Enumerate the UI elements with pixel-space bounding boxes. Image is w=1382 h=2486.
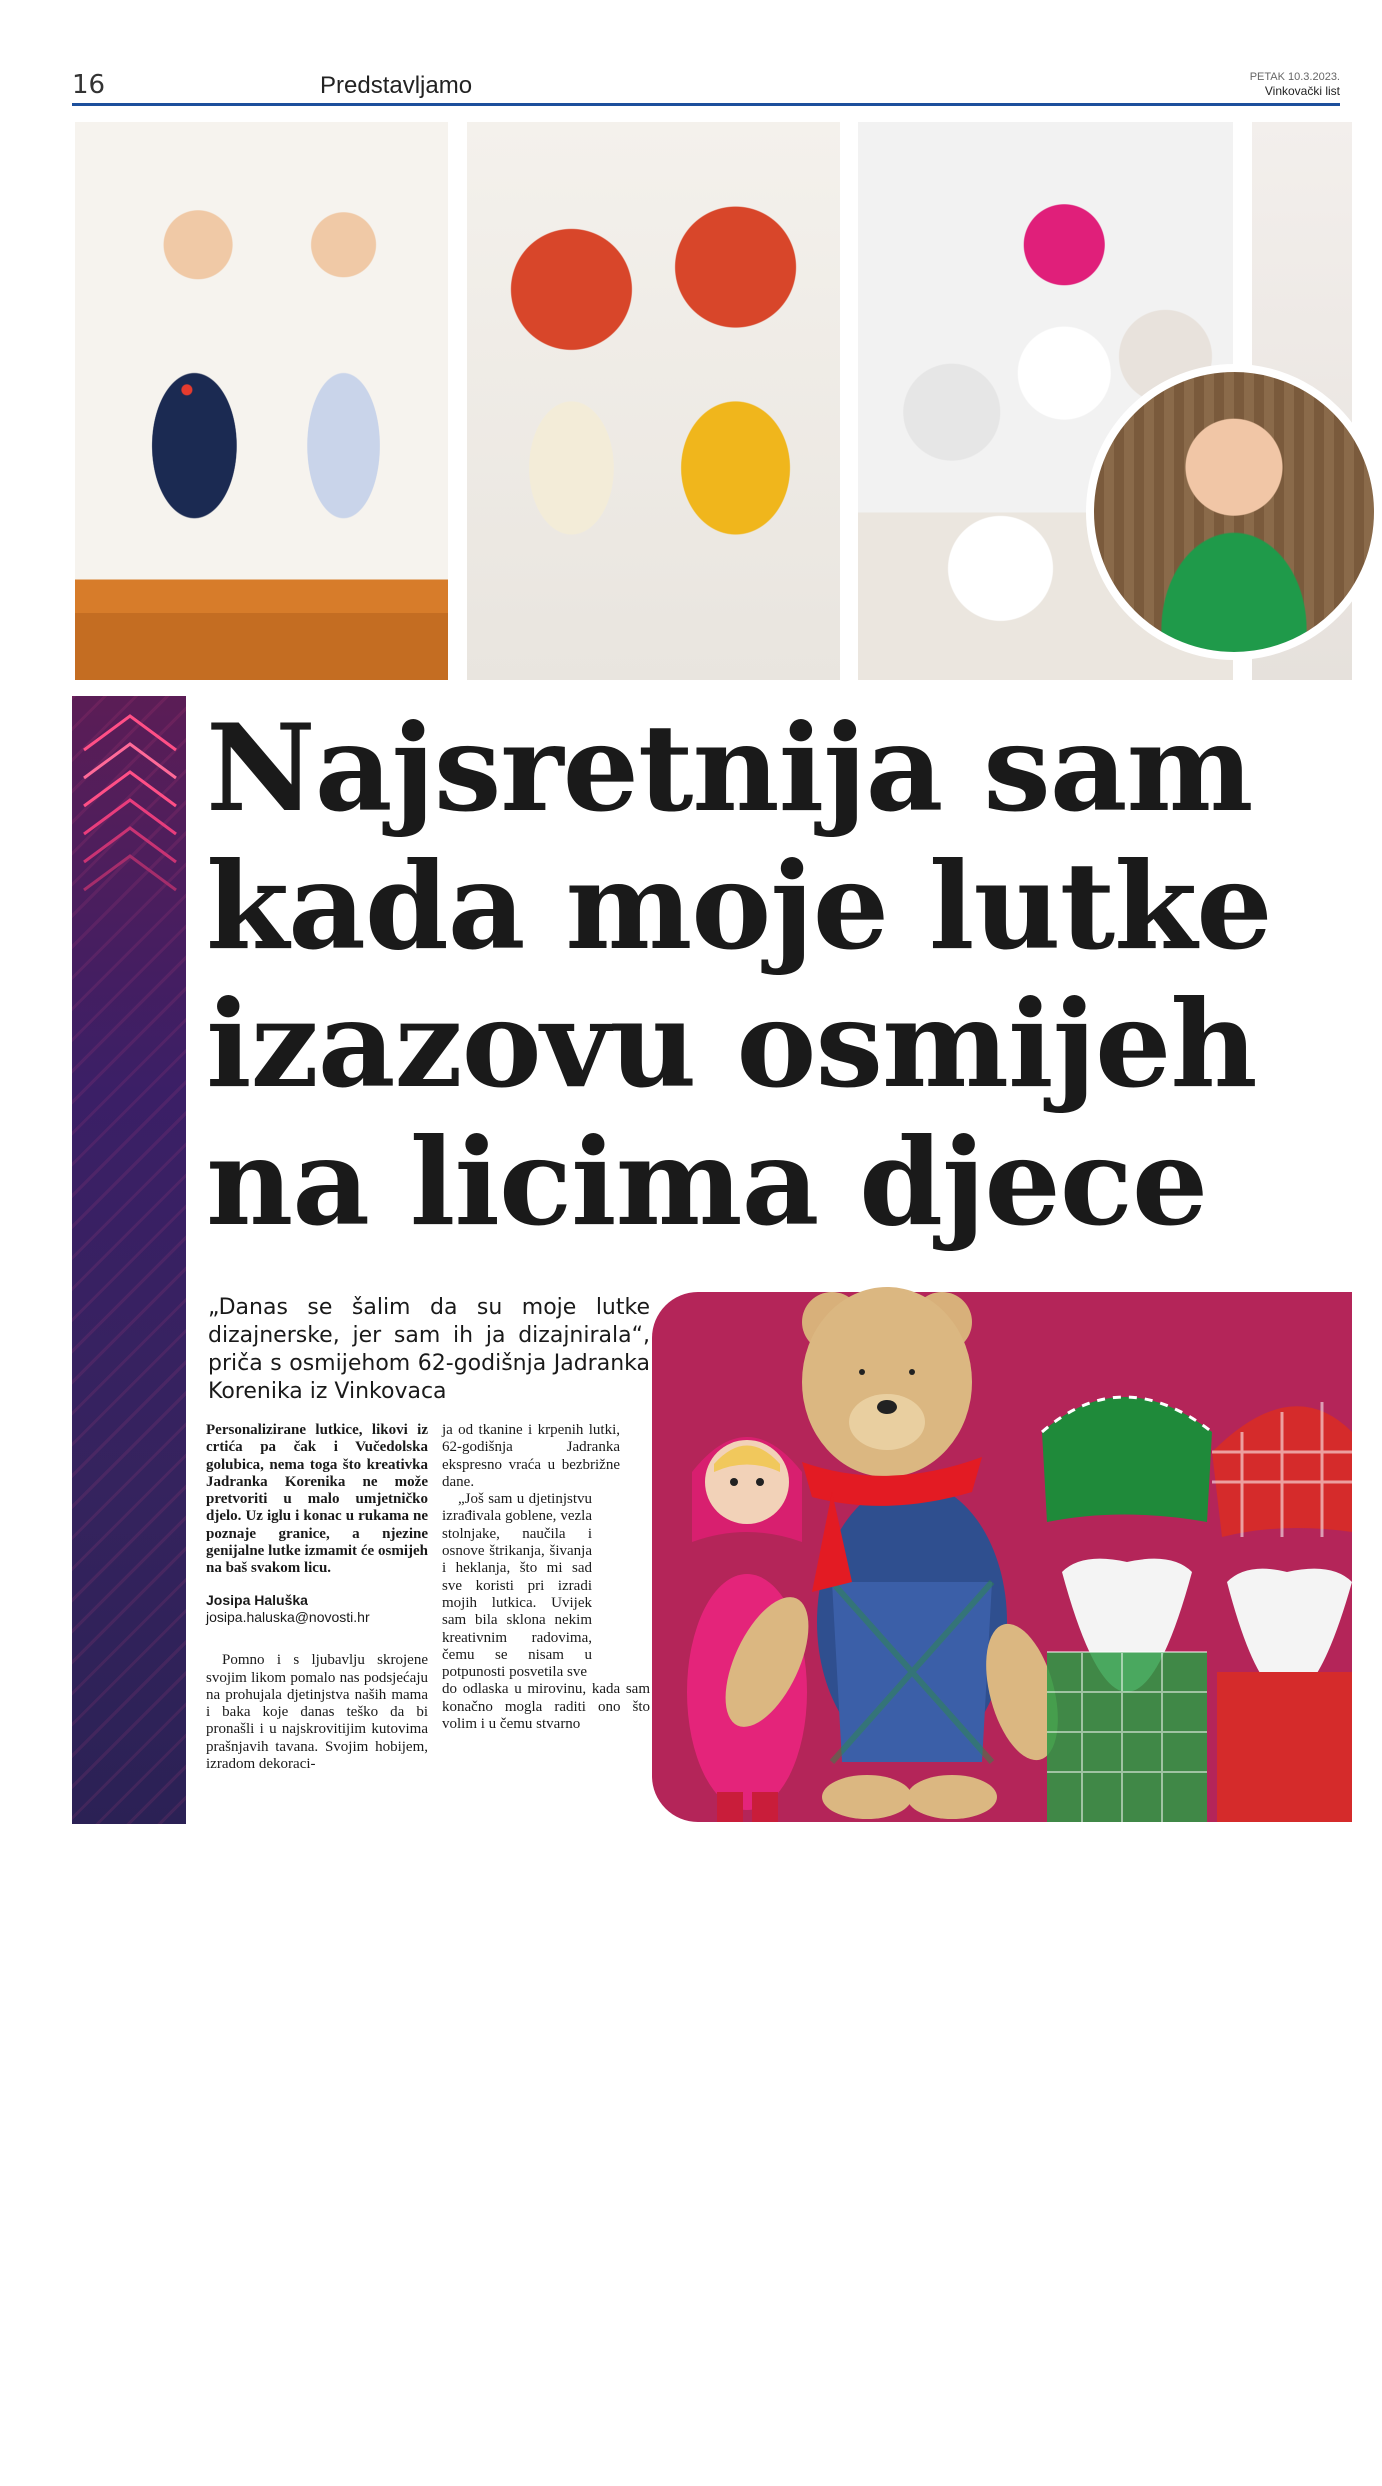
article-column-1 [206,1422,428,1773]
headline-line: izazovu osmijeh [206,974,1257,1115]
toys-illustration [652,1292,1352,1822]
section-label: Predstavljamo [320,72,473,99]
article-lead: „Danas se šalim da su moje lutke dizajnerske, jer sam ih ja dizajnirala“, priča s osmijehom 62-godišnja Jadranka Korenika iz Vinkovaca [208,1295,650,1404]
band-vertical-title: Predstavljamo [150,1878,248,2486]
article-paragraph: do odlaska u mirovinu, kada sam konačno mogla raditi ono što volim i u čemu stvarno [442,1681,650,1733]
photo-toys-panel [652,1292,1352,1822]
article-intro: Personalizirane lutkice, likovi iz crtića pa čak i Vučedolska golubica, nema toga što kreativka Jadranka Korenika ne može pretvoriti u malo umjetničko djelo. Uz iglu i konac u rukama ne poznaje granice, a njezine genijalne lutke izmamit će osmijeh na baš svakom licu. [206,1422,428,1577]
photo-red-haired-dolls [467,122,840,680]
page-number: 16 [72,70,106,100]
photo-author-portrait [1086,364,1382,660]
article-paragraph: Pomno i s ljubavlju skrojene svojim likom pomalo nas podsjećaju na prohujala djetinjstva naših mama i baka koje danas teško da bi pronašli i u najskrovitijim kutovima prašnjavih tavana. Svojim hobijem, izradom dekoraci- [206,1652,428,1773]
chevron-decoration-icon [82,730,178,920]
author-email: josipa.haluska@novosti.hr [206,1608,370,1625]
author-name: Josipa Haluška [206,1591,308,1608]
publication-name: Vinkovački list [1264,84,1340,98]
issue-date: PETAK 10.3.2023. [1249,71,1340,83]
headline-line: Najsretnija sam [206,698,1253,839]
issue-info [1250,70,1340,98]
photo-dolls-dresses [75,122,448,680]
article-paragraph: ja od tkanine i krpenih lutki, 62-godišnja Jadranka ekspresno vraća u bezbrižne dane. [442,1422,620,1490]
article-paragraph: „Još sam u djetinjstvu izrađivala goblene, vezla stolnjake, naučila i osnove štrikanja, šivanja i heklanja, što mi sad sve koristi pri izradi mojih lutkica. Uvijek sam bila sklona nekim kreativnim radovima, čemu se nisam u potpunosti posvetila sve [442,1491,592,1681]
section-band [72,696,248,2486]
article-column-2 [442,1422,650,1733]
headline-line: kada moje lutke [206,836,1272,977]
header-rule [72,103,1340,106]
headline [206,700,1346,1252]
headline-line: na licima djece [206,1112,1208,1253]
